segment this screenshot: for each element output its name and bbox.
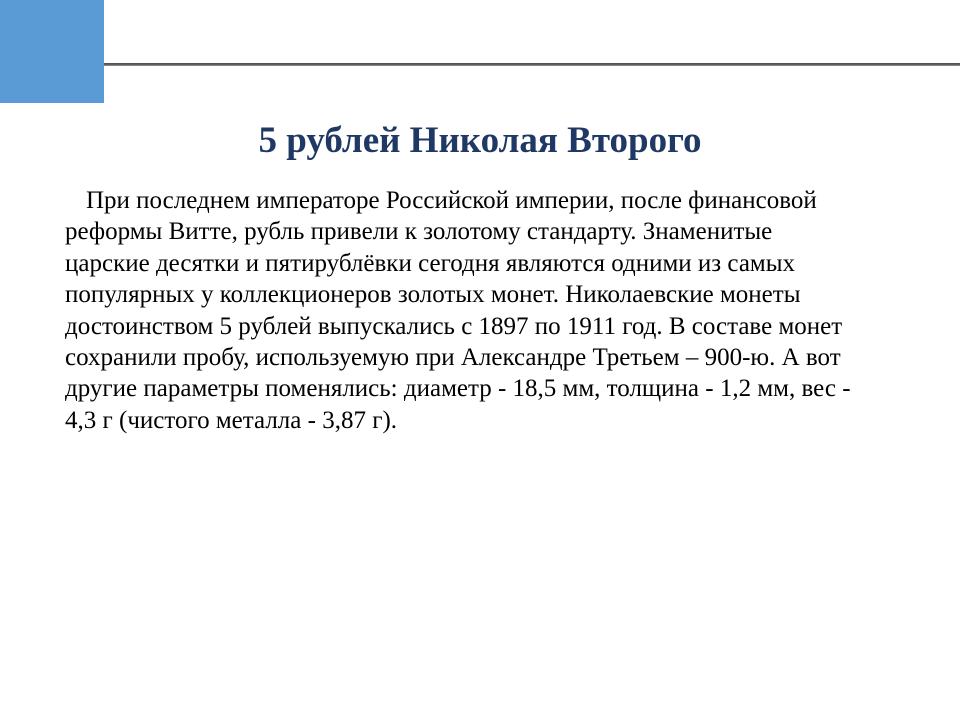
body-text-line: 4,3 г (чистого металла - 3,87 г). — [65, 406, 398, 434]
body-text-line: реформы Витте, рубль привели к золотому стандарту. Знаменитые — [65, 218, 773, 246]
body-text-line: достоинством 5 рублей выпускались с 1897 по 1911 год. В составе монет — [65, 312, 843, 340]
body-text-line: царские десятки и пятирублёвки сегодня являются одними из самых — [65, 249, 796, 277]
body-text-line: популярных у коллекционеров золотых монет. Николаевские монеты — [65, 281, 801, 309]
slide-title: 5 рублей Николая Второго — [258, 120, 702, 161]
divider-line — [104, 63, 960, 66]
body-text-line: При последнем императоре Российской империи, после финансовой — [86, 187, 817, 214]
slide-body-paragraph — [65, 185, 925, 436]
body-text-line: сохранили пробу, используемую при Александре Третьем – 900-ю. А вот — [65, 344, 841, 372]
body-text-line: другие параметры поменялись: диаметр - 18,5 мм, толщина - 1,2 мм, вес - — [65, 375, 851, 403]
accent-square-decoration — [0, 0, 104, 103]
